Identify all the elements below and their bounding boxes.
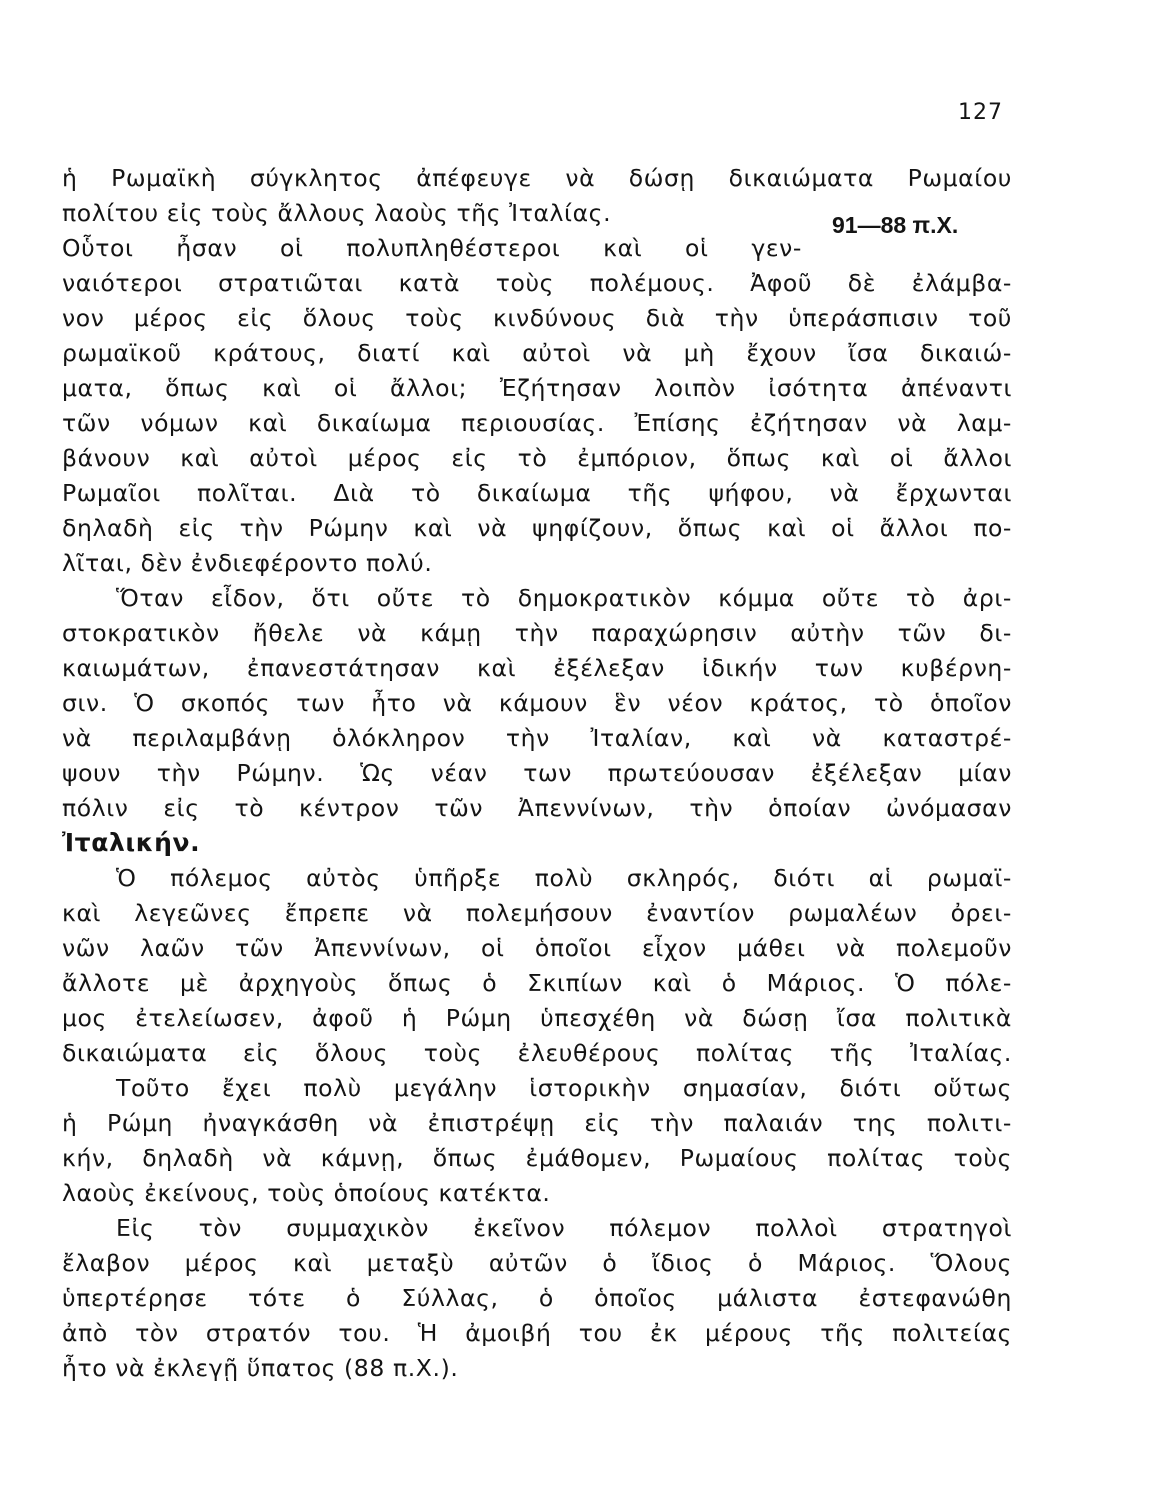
text-line: Ἰταλικήν. xyxy=(62,828,201,857)
text-line: πόλιν εἰς τὸ κέντρον τῶν Ἀπεννίνων, τὴν ὁποίαν ὠνόμασαν xyxy=(62,794,1012,822)
text-line: ματα, ὅπως καὶ οἱ ἄλλοι; Ἐζήτησαν λοιπὸν ἰσότητα ἀπέναντι xyxy=(62,374,1012,402)
text-line: λαοὺς ἐκείνους, τοὺς ὁποίους κατέκτα. xyxy=(62,1179,551,1207)
text-line: ἀπὸ τὸν στρατόν του. Ἡ ἀμοιβή του ἐκ μέρους τῆς πολιτείας xyxy=(62,1319,1012,1347)
text-line: καιωμάτων, ἐπανεστάτησαν καὶ ἐξέλεξαν ἰδικήν των κυβέρνη- xyxy=(62,654,1012,682)
text-line: ναιότεροι στρατιῶται κατὰ τοὺς πολέμους. Ἀφοῦ δὲ ἐλάμβα- xyxy=(62,269,1012,297)
text-line: νὰ περιλαμβάνῃ ὁλόκληρον τὴν Ἰταλίαν, καὶ νὰ καταστρέ- xyxy=(62,724,1012,752)
text-line: νον μέρος εἰς ὅλους τοὺς κινδύνους διὰ τὴν ὑπεράσπισιν τοῦ xyxy=(62,304,1012,332)
text-line: Οὗτοι ἦσαν οἱ πολυπληθέστεροι καὶ οἱ γεν- xyxy=(62,234,802,262)
text-line: κήν, δηλαδὴ νὰ κάμνῃ, ὅπως ἐμάθομεν, Ρωμαίους πολίτας τοὺς xyxy=(62,1144,1012,1172)
text-line: ὑπερτέρησε τότε ὁ Σύλλας, ὁ ὁποῖος μάλιστα ἐστεφανώθη xyxy=(62,1284,1012,1312)
text-line: Εἰς τὸν συμμαχικὸν ἐκεῖνον πόλεμον πολλοὶ στρατηγοὶ xyxy=(116,1214,1012,1242)
text-line: πολίτου εἰς τοὺς ἄλλους λαοὺς τῆς Ἰταλίας. xyxy=(62,199,612,227)
text-line: ἦτο νὰ ἐκλεγῇ ὕπατος (88 π.Χ.). xyxy=(62,1354,459,1382)
text-line: ρωμαϊκοῦ κράτους, διατί καὶ αὐτοὶ νὰ μὴ ἔχουν ἴσα δικαιώ- xyxy=(62,339,1012,367)
text-line: βάνουν καὶ αὐτοὶ μέρος εἰς τὸ ἐμπόριον, ὅπως καὶ οἱ ἄλλοι xyxy=(62,444,1012,472)
text-line: νῶν λαῶν τῶν Ἀπεννίνων, οἱ ὁποῖοι εἶχον μάθει νὰ πολεμοῦν xyxy=(62,934,1012,962)
text-line: Ὁ πόλεμος αὐτὸς ὑπῆρξε πολὺ σκληρός, διότι αἱ ρωμαϊ- xyxy=(116,864,1012,892)
text-line: Τοῦτο ἔχει πολὺ μεγάλην ἱστορικὴν σημασίαν, διότι οὕτως xyxy=(116,1074,1012,1102)
text-line: σιν. Ὁ σκοπός των ἦτο νὰ κάμουν ἓν νέον κράτος, τὸ ὁποῖον xyxy=(62,689,1012,717)
text-line: δηλαδὴ εἰς τὴν Ρώμην καὶ νὰ ψηφίζουν, ὅπως καὶ οἱ ἄλλοι πο- xyxy=(62,514,1012,542)
text-line: ἡ Ρωμαϊκὴ σύγκλητος ἀπέφευγε νὰ δώσῃ δικαιώματα Ρωμαίου xyxy=(62,164,1012,192)
text-line: λῖται, δὲν ἐνδιεφέροντο πολύ. xyxy=(62,549,433,577)
text-line: Ρωμαῖοι πολῖται. Διὰ τὸ δικαίωμα τῆς ψήφου, νὰ ἔρχωνται xyxy=(62,479,1012,507)
text-line: ἔλαβον μέρος καὶ μεταξὺ αὐτῶν ὁ ἴδιος ὁ Μάριος. Ὅλους xyxy=(62,1249,1012,1277)
text-line: στοκρατικὸν ἤθελε νὰ κάμῃ τὴν παραχώρησιν αὐτὴν τῶν δι- xyxy=(62,619,1012,647)
text-line: ψουν τὴν Ρώμην. Ὡς νέαν των πρωτεύουσαν ἐξέλεξαν μίαν xyxy=(62,759,1012,787)
text-line: τῶν νόμων καὶ δικαίωμα περιουσίας. Ἐπίσης ἐζήτησαν νὰ λαμ- xyxy=(62,409,1012,437)
text-line: καὶ λεγεῶνες ἔπρεπε νὰ πολεμήσουν ἐναντίον ρωμαλέων ὀρει- xyxy=(62,899,1012,927)
text-line: Ὅταν εἶδον, ὅτι οὔτε τὸ δημοκρατικὸν κόμμα οὔτε τὸ ἀρι- xyxy=(116,584,1012,612)
text-line: ἄλλοτε μὲ ἀρχηγοὺς ὅπως ὁ Σκιπίων καὶ ὁ Μάριος. Ὁ πόλε- xyxy=(62,969,1012,997)
page-number: 127 xyxy=(958,100,1003,125)
margin-note-date: 91—88 π.Χ. xyxy=(832,212,959,238)
text-line: ἡ Ρώμη ἠναγκάσθη νὰ ἐπιστρέψῃ εἰς τὴν παλαιάν της πολιτι- xyxy=(62,1109,1012,1137)
text-line: δικαιώματα εἰς ὅλους τοὺς ἐλευθέρους πολίτας τῆς Ἰταλίας. xyxy=(62,1039,1012,1067)
text-line: μος ἐτελείωσεν, ἀφοῦ ἡ Ρώμη ὑπεσχέθη νὰ δώσῃ ἴσα πολιτικὰ xyxy=(62,1004,1012,1032)
